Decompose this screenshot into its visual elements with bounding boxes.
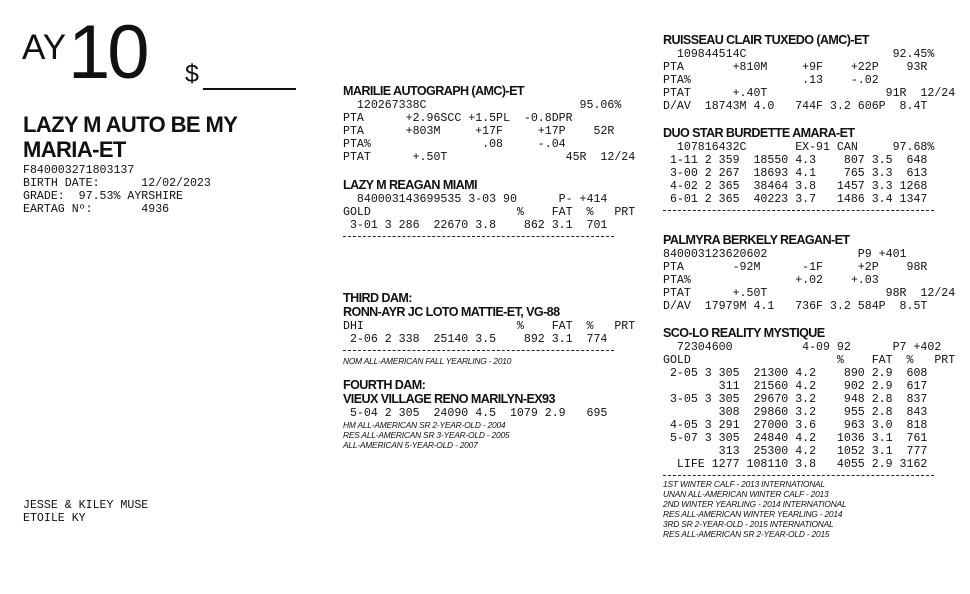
animal-id: F840003271803137 <box>23 164 135 177</box>
lot-number: 10 <box>68 10 147 95</box>
grand-dam-award: 2ND WINTER YEARLING - 2014 INTERNATIONAL <box>663 499 847 509</box>
grand-dam-award: UNAN ALL-AMERICAN WINTER CALF - 2013 <box>663 489 829 499</box>
grand-dam-line: LIFE 1277 108110 3.8 4055 2.9 3162 <box>663 458 928 471</box>
sire-lines <box>343 99 636 164</box>
grand-dam-award: RES ALL-AMERICAN SR 2-YEAR-OLD - 2015 <box>663 529 830 539</box>
sire-of-sire-line: PTA +810M +9F +22P 93R <box>663 61 928 74</box>
dam-of-sire-name: DUO STAR BURDETTE AMARA-ET <box>663 126 855 140</box>
sire-of-dam-lines <box>663 248 956 313</box>
dam-lines <box>343 193 636 232</box>
third-dam-lines <box>343 320 636 346</box>
sire-line: PTAT +.50T 45R 12/24 <box>343 151 636 164</box>
sire-of-dam-line: PTA -92M -1F +2P 98R <box>663 261 928 274</box>
grand-dam-award: 3RD SR 2-YEAR-OLD - 2015 INTERNATIONAL <box>663 519 834 529</box>
lot-prefix: AY <box>22 28 67 67</box>
grand-dam-award: RES ALL-AMERICAN WINTER YEARLING - 2014 <box>663 509 843 519</box>
sire-of-sire-name: RUISSEAU CLAIR TUXEDO (AMC)-ET <box>663 33 869 47</box>
sire-of-dam-line: PTAT +.50T 98R 12/24 <box>663 287 956 300</box>
price-blank-line <box>203 88 296 90</box>
grade: GRADE: 97.53% AYRSHIRE <box>23 190 184 203</box>
sire-of-sire-line: PTA% .13 -.02 <box>663 74 879 87</box>
fourth-dam-award: HM ALL-AMERICAN SR 2-YEAR-OLD - 2004 <box>343 420 506 430</box>
grand-dam-line: GOLD % FAT % PRT <box>663 354 956 367</box>
fourth-dam-name: VIEUX VILLAGE RENO MARILYN-EX93 <box>343 392 555 406</box>
dam-of-sire-line: 3-00 2 267 18693 4.1 765 3.3 613 <box>663 167 928 180</box>
consignor <box>23 499 148 525</box>
third-dam-name: RONN-AYR JC LOTO MATTIE-ET, VG-88 <box>343 305 560 319</box>
sire-of-sire-line: PTAT +.40T 91R 12/24 <box>663 87 956 100</box>
animal-name-line2: MARIA-ET <box>23 137 126 162</box>
animal-name-line1: LAZY M AUTO BE MY <box>23 112 238 137</box>
dam-divider <box>343 236 614 237</box>
third-dam-label: THIRD DAM: <box>343 291 412 305</box>
grand-dam-award: 1ST WINTER CALF - 2013 INTERNATIONAL <box>663 479 825 489</box>
grand-dam-line: 5-07 3 305 24840 4.2 1036 3.1 761 <box>663 432 928 445</box>
grand-dam-block <box>663 326 956 539</box>
grand-dam-lines <box>663 341 956 471</box>
consignor-line1: JESSE & KILEY MUSE <box>23 499 149 512</box>
grand-dam-divider <box>663 475 934 476</box>
fourth-dam-label: FOURTH DAM: <box>343 378 426 392</box>
sire-of-dam-line: PTA% +.02 +.03 <box>663 274 879 287</box>
third-dam-divider <box>343 350 614 351</box>
fourth-dam-award: ALL-AMERICAN 5-YEAR-OLD - 2007 <box>343 440 478 450</box>
third-dam-line: 2-06 2 338 25140 3.5 892 3.1 774 <box>343 333 608 346</box>
grand-dam-line: 311 21560 4.2 902 2.9 617 <box>663 380 928 393</box>
grand-dam-line: 3-05 3 305 29670 3.2 948 2.8 837 <box>663 393 928 406</box>
grand-dam-line: 72304600 4-09 92 P7 +402 <box>663 341 942 354</box>
dam-name: LAZY M REAGAN MIAMI <box>343 178 477 192</box>
sire-of-dam-line: D/AV 17979M 4.1 736F 3.2 584P 8.5T <box>663 300 928 313</box>
dam-line: GOLD % FAT % PRT <box>343 206 636 219</box>
price-symbol: $ <box>185 60 199 88</box>
dam-of-sire-line: 1-11 2 359 18550 4.3 807 3.5 648 <box>663 154 928 167</box>
dam-of-sire-line: 6-01 2 365 40223 3.7 1486 3.4 1347 <box>663 193 928 206</box>
third-dam-award: NOM ALL-AMERICAN FALL YEARLING - 2010 <box>343 356 512 366</box>
grand-dam-name: SCO-LO REALITY MYSTIQUE <box>663 326 825 340</box>
consignor-line2: ETOILE KY <box>23 512 86 525</box>
sire-of-dam-line: 840003123620602 P9 +401 <box>663 248 907 261</box>
third-dam-block <box>343 291 636 366</box>
grand-dam-line: 313 25300 4.2 1052 3.1 777 <box>663 445 928 458</box>
sire-line: PTA +2.96SCC +1.5PL -0.8DPR <box>343 112 573 125</box>
fourth-dam-lines <box>343 407 618 420</box>
sire-line: PTA +803M +17F +17P 52R <box>343 125 615 138</box>
dam-of-sire-divider <box>663 210 934 211</box>
dam-line: 840003143699535 3-03 90 P- +414 <box>343 193 608 206</box>
sire-of-dam-block <box>663 233 956 313</box>
dam-of-sire-line: 107816432C EX-91 CAN 97.68% <box>663 141 935 154</box>
grand-dam-line: 4-05 3 291 27000 3.6 963 3.0 818 <box>663 419 928 432</box>
fourth-dam-awards <box>343 420 618 450</box>
dam-of-sire-line: 4-02 2 365 38464 3.8 1457 3.3 1268 <box>663 180 928 193</box>
dam-block <box>343 178 636 237</box>
birth-date: BIRTH DATE: 12/02/2023 <box>23 177 211 190</box>
sire-block <box>343 84 636 164</box>
dam-of-sire-lines <box>663 141 943 206</box>
animal-name <box>23 112 237 162</box>
grand-dam-awards <box>663 479 943 539</box>
sire-of-sire-block <box>663 33 956 113</box>
sire-name: MARILIE AUTOGRAPH (AMC)-ET <box>343 84 524 98</box>
fourth-dam-award: RES ALL-AMERICAN SR 3-YEAR-OLD - 2005 <box>343 430 510 440</box>
dam-line: 3-01 3 286 22670 3.8 862 3.1 701 <box>343 219 608 232</box>
animal-details <box>23 164 211 216</box>
fourth-dam-block <box>343 378 618 450</box>
sire-of-sire-lines <box>663 48 956 113</box>
sire-of-sire-line: 109844514C 92.45% <box>663 48 935 61</box>
third-dam-line: DHI % FAT % PRT <box>343 320 636 333</box>
sire-line: 120267338C 95.06% <box>343 99 622 112</box>
sire-line: PTA% .08 -.04 <box>343 138 566 151</box>
eartag: EARTAG Nº: 4936 <box>23 203 170 216</box>
sire-of-sire-line: D/AV 18743M 4.0 744F 3.2 606P 8.4T <box>663 100 928 113</box>
sire-of-dam-name: PALMYRA BERKELY REAGAN-ET <box>663 233 850 247</box>
fourth-dam-line: 5-04 2 305 24090 4.5 1079 2.9 695 <box>343 407 608 420</box>
grand-dam-line: 2-05 3 305 21300 4.2 890 2.9 608 <box>663 367 928 380</box>
dam-of-sire-block <box>663 126 943 211</box>
grand-dam-line: 308 29860 3.2 955 2.8 843 <box>663 406 928 419</box>
